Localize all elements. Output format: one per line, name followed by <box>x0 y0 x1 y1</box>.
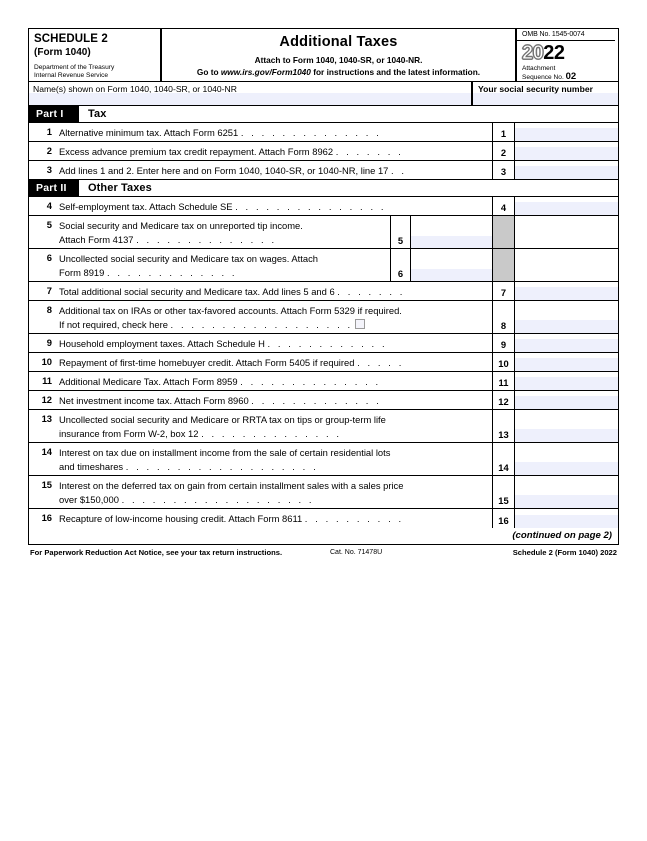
line-number: 10 <box>41 356 52 367</box>
line-description <box>57 197 492 215</box>
header-left-block <box>29 29 162 81</box>
line-description <box>57 301 492 333</box>
blank-amount-cell <box>514 249 618 281</box>
amount-input-7[interactable] <box>514 282 618 300</box>
dept-line-1: Department of the Treasury <box>34 64 115 71</box>
line-text-2-label: and timeshares <box>59 461 124 472</box>
line-text-1: Interest on tax due on installment income from the sale of certain residential lots <box>59 446 391 458</box>
line-number: 6 <box>46 252 52 263</box>
leader-dots: . . . . . . . <box>335 145 404 157</box>
line-text-1: Uncollected social security and Medicare tax on wages. Attach <box>59 252 318 264</box>
name-field[interactable] <box>29 82 473 105</box>
table-row <box>29 372 618 391</box>
amount-input-11[interactable] <box>514 372 618 390</box>
amount-value <box>515 128 618 141</box>
line-text-2-label: Form 8919 <box>59 267 105 278</box>
amount-box-number: 12 <box>492 391 514 409</box>
line-number: 2 <box>46 145 52 156</box>
line-text: Self-employment tax. Attach Schedule SE <box>59 200 233 212</box>
line-text: Additional Medicare Tax. Attach Form 8959 <box>59 375 238 387</box>
name-ssn-row <box>28 81 619 106</box>
goto-prefix: Go to <box>196 67 221 77</box>
shaded-block <box>492 216 514 248</box>
line-description <box>57 509 492 528</box>
line-text-2 <box>59 266 387 281</box>
line-description <box>57 123 492 141</box>
amount-box-number: 13 <box>492 410 514 442</box>
table-row <box>29 197 618 216</box>
line-text-2 <box>59 493 489 508</box>
goto-suffix: for instructions and the latest information. <box>310 67 481 77</box>
line-number: 13 <box>41 413 52 424</box>
line-text-2 <box>59 318 489 333</box>
attach-to-line: Attach to Form 1040, 1040-SR, or 1040-NR. <box>254 55 423 65</box>
page-title: Additional Taxes <box>279 34 398 50</box>
line-description <box>57 410 492 442</box>
part-2-title: Other Taxes <box>88 182 152 194</box>
leader-dots: . . <box>390 164 407 176</box>
line-description <box>57 353 492 371</box>
leader-dots: . . . . . . . . . . . . . <box>106 267 238 278</box>
line-number: 9 <box>46 337 52 348</box>
table-row <box>29 410 618 443</box>
not-required-checkbox[interactable] <box>355 319 365 329</box>
attachment-label-2-text: Sequence No. <box>522 74 564 82</box>
part-1-header <box>28 106 619 123</box>
line-number: 8 <box>46 304 52 315</box>
omb-number: OMB No. 1545-0074 <box>522 31 585 38</box>
table-row <box>29 443 618 476</box>
line-description <box>57 161 492 179</box>
line-number: 1 <box>46 126 52 137</box>
paperwork-notice: For Paperwork Reduction Act Notice, see your tax return instructions. <box>30 548 283 557</box>
line-number: 5 <box>46 219 52 230</box>
amount-value <box>515 495 618 508</box>
schedule-name: SCHEDULE 2 <box>34 33 108 45</box>
goto-line <box>162 67 515 77</box>
part-2-header <box>28 180 619 197</box>
line-number: 12 <box>41 394 52 405</box>
form-header <box>28 28 619 81</box>
table-row <box>29 509 618 528</box>
sub-amount-value <box>411 269 492 281</box>
line-text-2 <box>59 460 489 475</box>
leader-dots: . . . . . . . . . . . . . . . . . . . <box>125 461 319 472</box>
line-text: Total additional social security and Medicare tax. Add lines 5 and 6 <box>59 285 335 297</box>
line-text-1: Additional tax on IRAs or other tax-favored accounts. Attach Form 5329 if required. <box>59 304 402 316</box>
leader-dots: . . . . . . . <box>337 285 405 297</box>
tax-year-century: 20 <box>522 42 544 64</box>
line-description <box>57 282 492 300</box>
amount-input-3[interactable] <box>514 161 618 179</box>
sub-amount-input-5[interactable] <box>410 216 492 248</box>
part-1-tag: Part I <box>29 106 79 122</box>
line-text-1: Uncollected social security and Medicare or RRTA tax on tips or group-term life <box>59 413 386 425</box>
form-identifier: Schedule 2 (Form 1040) 2022 <box>512 548 617 557</box>
amount-value <box>515 287 618 300</box>
amount-box-number: 11 <box>492 372 514 390</box>
ssn-field[interactable] <box>473 82 618 105</box>
leader-dots: . . . . . . . . . . . . . . . . . . . <box>121 494 315 505</box>
table-row <box>29 391 618 410</box>
sub-box-number: 5 <box>390 216 410 248</box>
part-1-rows <box>28 123 619 180</box>
line-description <box>57 334 492 352</box>
leader-dots: . . . . . . . . . . . . . . <box>240 126 382 138</box>
name-label: Name(s) shown on Form 1040, 1040-SR, or 1040-NR <box>33 84 237 94</box>
amount-value <box>515 515 618 528</box>
header-right-block <box>515 29 618 81</box>
table-row <box>29 301 618 334</box>
leader-dots: . . . . . . . . . . . . . <box>251 394 382 406</box>
amount-value <box>515 147 618 160</box>
line-description <box>57 443 492 475</box>
amount-input-12[interactable] <box>514 391 618 409</box>
sub-amount-value <box>411 236 492 248</box>
line-text-1: Social security and Medicare tax on unreported tip income. <box>59 219 303 231</box>
amount-value <box>515 339 618 352</box>
table-row <box>29 282 618 301</box>
amount-value <box>515 396 618 409</box>
amount-box-number: 4 <box>492 197 514 215</box>
amount-value <box>515 462 618 475</box>
amount-input-13[interactable] <box>514 410 618 442</box>
amount-input-16[interactable] <box>514 509 618 528</box>
table-row <box>29 476 618 509</box>
line-description <box>57 216 390 248</box>
department-block <box>34 64 160 80</box>
amount-input-14[interactable] <box>514 443 618 475</box>
amount-box-number: 16 <box>492 509 514 528</box>
line-number: 16 <box>41 512 52 523</box>
line-text-2-label: If not required, check here <box>59 319 168 330</box>
amount-value <box>515 358 618 371</box>
amount-box-number: 9 <box>492 334 514 352</box>
amount-input-10[interactable] <box>514 353 618 371</box>
line-number: 3 <box>46 164 52 175</box>
schedule-2-form <box>28 28 619 557</box>
tax-year <box>522 42 618 64</box>
amount-box-number: 1 <box>492 123 514 141</box>
table-row <box>29 249 618 282</box>
amount-input-15[interactable] <box>514 476 618 508</box>
amount-box-number: 10 <box>492 353 514 371</box>
irs-url-link[interactable]: www.irs.gov/Form1040 <box>220 67 311 77</box>
header-title-block <box>162 29 515 81</box>
line-number: 14 <box>41 446 52 457</box>
leader-dots: . . . . . <box>357 356 404 368</box>
line-text: Alternative minimum tax. Attach Form 6251 <box>59 126 239 138</box>
amount-value <box>515 166 618 179</box>
sub-box-number: 6 <box>390 249 410 281</box>
attachment-sequence <box>522 65 618 82</box>
leader-dots: . . . . . . . . . . <box>304 512 404 524</box>
table-row <box>29 353 618 372</box>
leader-dots: . . . . . . . . . . . . . . <box>201 428 342 439</box>
amount-value <box>515 377 618 390</box>
line-text: Add lines 1 and 2. Enter here and on Form 1040, 1040-SR, or 1040-NR, line 17 <box>59 164 389 176</box>
line-description <box>57 372 492 390</box>
amount-value <box>515 202 618 215</box>
form-footer <box>28 545 619 557</box>
omb-divider <box>517 40 615 41</box>
line-description <box>57 142 492 160</box>
table-row <box>29 216 618 249</box>
leader-dots: . . . . . . . . . . . . . . . <box>235 200 387 212</box>
attachment-label-1: Attachment <box>522 65 556 72</box>
line-number: 7 <box>46 285 52 296</box>
attachment-label-2 <box>522 73 618 82</box>
sub-amount-input-6[interactable] <box>410 249 492 281</box>
table-row <box>29 123 618 142</box>
amount-input-2[interactable] <box>514 142 618 160</box>
line-text-2 <box>59 233 387 248</box>
leader-dots: . . . . . . . . . . . . . . <box>240 375 381 387</box>
line-description <box>57 476 492 508</box>
line-description <box>57 391 492 409</box>
leader-dots: . . . . . . . . . . . . . . <box>136 234 277 245</box>
table-row <box>29 334 618 353</box>
tax-year-suffix: 22 <box>543 42 565 64</box>
schedule-form-number: (Form 1040) <box>34 47 91 58</box>
part-2-tag: Part II <box>29 180 79 196</box>
catalog-number: Cat. No. 71478U <box>330 549 383 556</box>
part-2-rows <box>28 197 619 528</box>
line-text: Net investment income tax. Attach Form 8960 <box>59 394 249 406</box>
amount-input-9[interactable] <box>514 334 618 352</box>
amount-input-8[interactable] <box>514 301 618 333</box>
line-text: Excess advance premium tax credit repayment. Attach Form 8962 <box>59 145 334 157</box>
amount-input-1[interactable] <box>514 123 618 141</box>
blank-amount-cell <box>514 216 618 248</box>
amount-box-number: 3 <box>492 161 514 179</box>
ssn-label: Your social security number <box>478 84 593 94</box>
line-number: 11 <box>42 375 52 386</box>
table-row <box>29 142 618 161</box>
line-description <box>57 249 390 281</box>
continued-note: (continued on page 2) <box>28 528 619 545</box>
line-text: Repayment of first-time homebuyer credit. Attach Form 5405 if required <box>59 356 355 368</box>
line-number: 15 <box>41 479 52 490</box>
amount-box-number: 8 <box>492 301 514 333</box>
shaded-block <box>492 249 514 281</box>
line-text: Recapture of low-income housing credit. Attach Form 8611 <box>59 512 303 524</box>
amount-value <box>515 320 618 333</box>
line-text-2-label: over $150,000 <box>59 494 119 505</box>
leader-dots: . . . . . . . . . . . . <box>267 337 388 349</box>
amount-box-number: 14 <box>492 443 514 475</box>
line-text: Household employment taxes. Attach Schedule H <box>59 337 265 349</box>
amount-box-number: 2 <box>492 142 514 160</box>
amount-value <box>515 429 618 442</box>
amount-box-number: 7 <box>492 282 514 300</box>
attachment-sequence-number: 02 <box>565 71 577 83</box>
table-row <box>29 161 618 180</box>
line-text-1: Interest on the deferred tax on gain from certain installment sales with a sales price <box>59 479 404 491</box>
part-1-title: Tax <box>88 108 107 120</box>
leader-dots: . . . . . . . . . . . . . . . . . . <box>170 319 353 330</box>
line-text-2-label: Attach Form 4137 <box>59 234 134 245</box>
line-number: 4 <box>46 200 52 211</box>
dept-line-2: Internal Revenue Service <box>34 72 109 80</box>
amount-box-number: 15 <box>492 476 514 508</box>
line-text-2 <box>59 427 489 442</box>
line-text-2-label: insurance from Form W-2, box 12 <box>59 428 199 439</box>
amount-input-4[interactable] <box>514 197 618 215</box>
